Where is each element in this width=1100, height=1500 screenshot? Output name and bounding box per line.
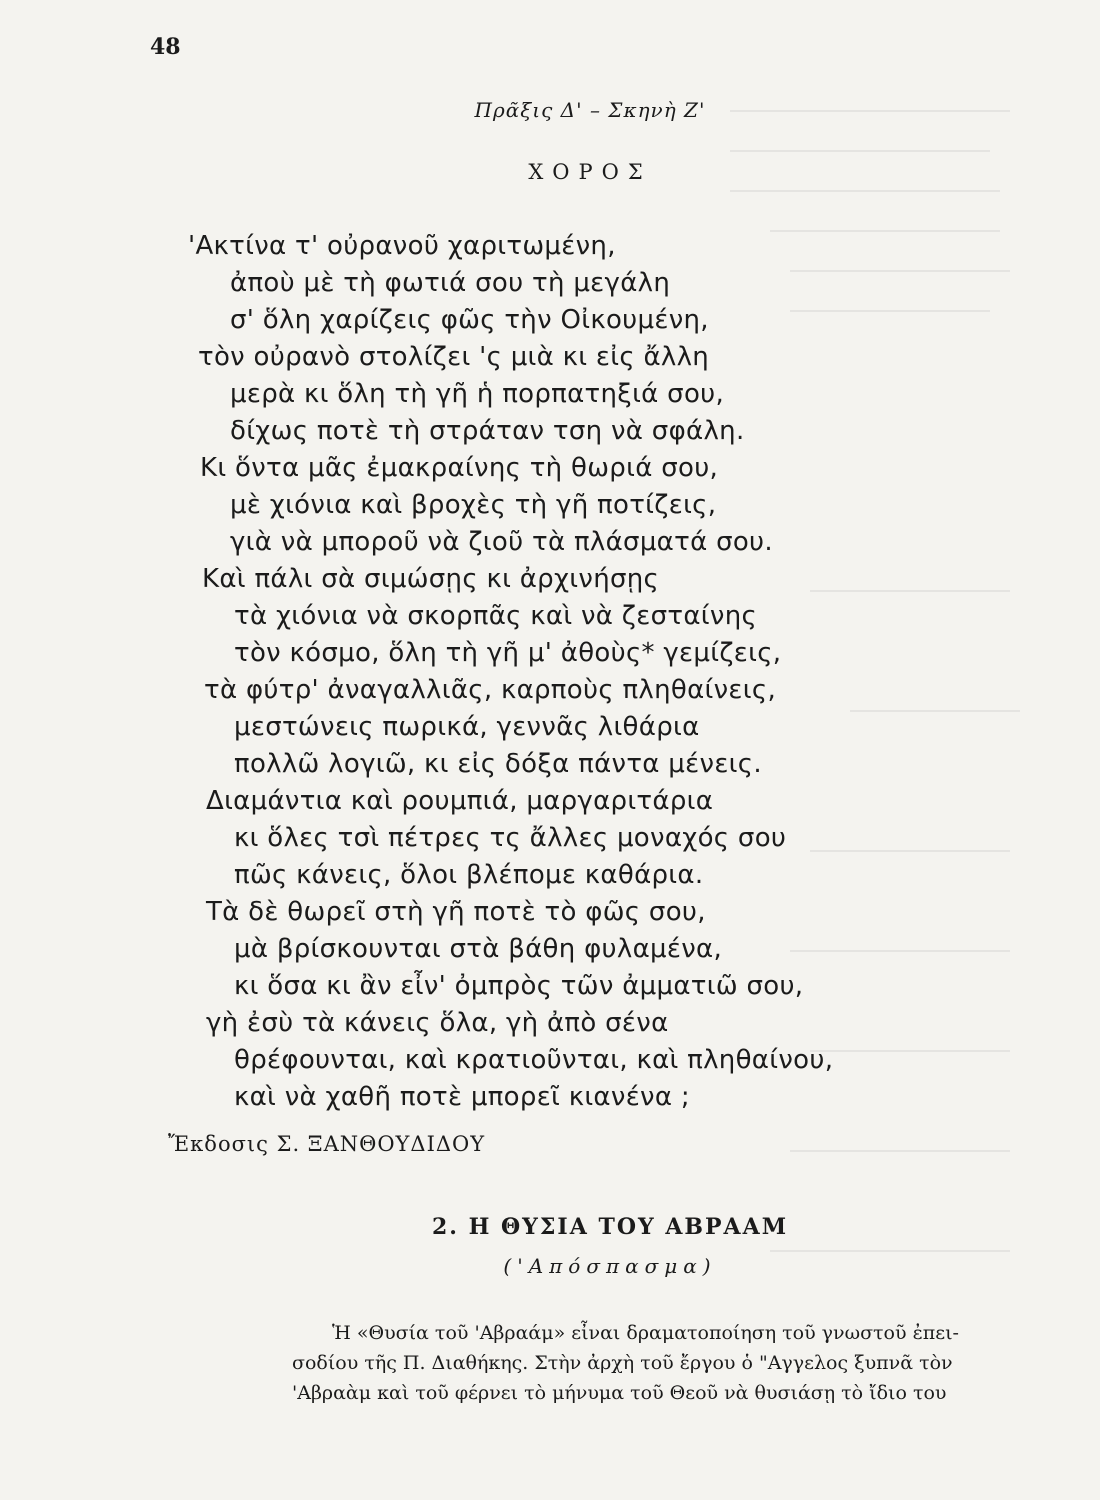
poem-line: κι ὅσα κι ἂν εἶν' ὀμπρὸς τῶν ἀμματιῶ σου, (234, 971, 804, 1001)
poem-line: Διαμάντια καὶ ρουμπιά, μαργαριτάρια (206, 786, 714, 816)
intro-paragraph-line: Ἡ «Θυσία τοῦ 'Αβραάμ» εἶναι δραματοποίηση τοῦ γνωστοῦ ἐπει- (332, 1322, 959, 1344)
poem-line: μὲ χιόνια καὶ βροχὲς τὴ γῆ ποτίζεις, (230, 490, 717, 520)
poem-line: μερὰ κι ὅλη τὴ γῆ ἡ πορπατηξιά σου, (230, 379, 725, 409)
poem-line: τὸν κόσμο, ὅλη τὴ γῆ μ' ἀθοὺς* γεμίζεις, (234, 638, 782, 668)
poem-line: ἀποὺ μὲ τὴ φωτιά σου τὴ μεγάλη (230, 268, 671, 298)
poem-line: τὰ φύτρ' ἀναγαλλιᾶς, καρποὺς πληθαίνεις, (204, 675, 777, 705)
poem-line: Τὰ δὲ θωρεῖ στὴ γῆ ποτὲ τὸ φῶς σου, (206, 897, 706, 927)
poem-line: γὴ ἐσὺ τὰ κάνεις ὅλα, γὴ ἀπὸ σένα (206, 1008, 669, 1038)
excerpt-label: ('Απόσπασμα) (503, 1254, 717, 1278)
section-title: 2. Η ΘΥΣΙΑ ΤΟΥ ΑΒΡΑΑΜ (431, 1214, 789, 1240)
poem-line: γιὰ νὰ μποροῦ νὰ ζιοῦ τὰ πλάσματά σου. (230, 527, 773, 557)
act-scene-heading: Πρᾶξις Δ' – Σκηνὴ Ζ' (474, 98, 706, 122)
page-number: 48 (150, 34, 181, 60)
poem-line: τὸν οὐρανὸ στολίζει 'ς μιὰ κι εἰς ἄλλη (198, 342, 710, 372)
poem-line: 'Ακτίνα τ' οὐρανοῦ χαριτωμένη, (188, 231, 616, 261)
edition-credit: Ἔκδοσις Σ. ΞΑΝΘΟΥΔΙΔΟΥ (168, 1132, 486, 1156)
poem-line: καὶ νὰ χαθῆ ποτὲ μπορεῖ κιανένα ; (234, 1082, 690, 1112)
poem-line: κι ὅλες τσὶ πέτρες τς ἄλλες μοναχός σου (234, 823, 787, 853)
poem-line: πῶς κάνεις, ὅλοι βλέπομε καθάρια. (234, 860, 704, 890)
poem-line: τὰ χιόνια νὰ σκορπᾶς καὶ νὰ ζεσταίνης (234, 601, 758, 631)
poem-line: μεστώνεις πωρικά, γεννᾶς λιθάρια (234, 712, 700, 742)
chorus-heading: ΧΟΡΟΣ (528, 160, 652, 184)
poem-line: δίχως ποτὲ τὴ στράταν τση νὰ σφάλη. (230, 416, 745, 446)
poem-line: σ' ὅλη χαρίζεις φῶς τὴν Οἰκουμένη, (230, 305, 709, 335)
poem-line: Καὶ πάλι σὰ σιμώσῃς κι ἀρχινήσῃς (202, 564, 660, 594)
poem-line: θρέφουνται, καὶ κρατιοῦνται, καὶ πληθαίνου, (234, 1045, 834, 1075)
poem-line: μὰ βρίσκουνται στὰ βάθη φυλαμένα, (234, 934, 723, 964)
poem-line: πολλῶ λογιῶ, κι εἰς δόξα πάντα μένεις. (234, 749, 762, 779)
intro-paragraph-line: σοδίου τῆς Π. Διαθήκης. Στὴν ἀρχὴ τοῦ ἔργου ὁ "Αγγελος ξυπνᾶ τὸν (292, 1352, 953, 1374)
poem-line: Κι ὅντα μᾶς ἐμακραίνης τὴ θωριά σου, (200, 453, 719, 483)
intro-paragraph-line: 'Αβραὰμ καὶ τοῦ φέρνει τὸ μήνυμα τοῦ Θεοῦ νὰ θυσιάσῃ τὸ ἴδιο του (292, 1382, 947, 1404)
